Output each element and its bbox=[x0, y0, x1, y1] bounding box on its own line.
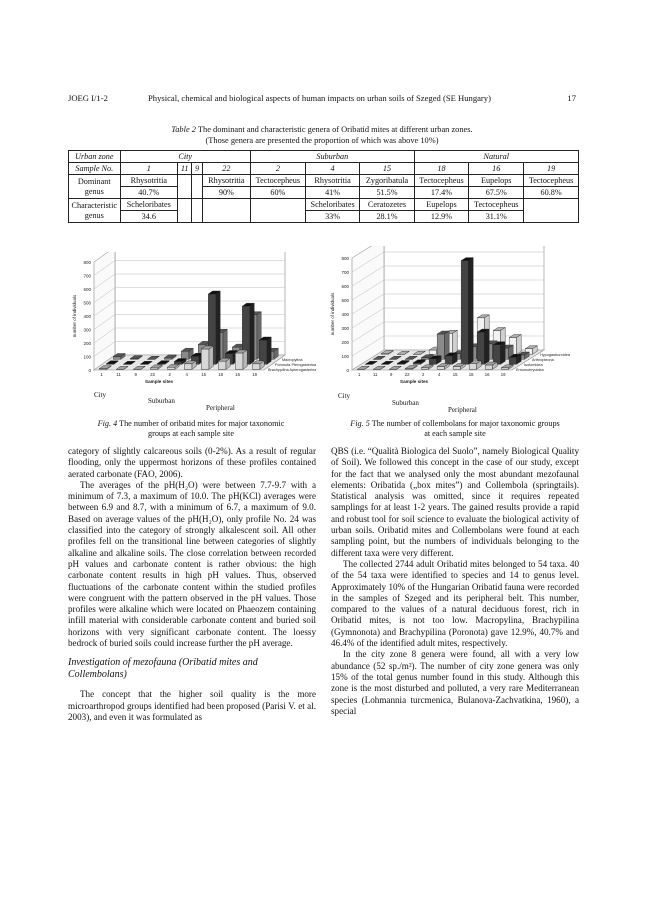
table-cell: Tectocepheus bbox=[414, 175, 469, 187]
zone-city: City bbox=[120, 151, 250, 163]
x-tick-label: 19 bbox=[500, 372, 506, 377]
y-tick-label: 200 bbox=[341, 340, 349, 345]
bar-front bbox=[509, 357, 516, 364]
table-cell: Scheloribates bbox=[305, 199, 360, 211]
y-tick-label: 600 bbox=[341, 284, 349, 289]
bar-front bbox=[429, 350, 436, 354]
y-tick-label: 0 bbox=[346, 368, 349, 373]
dominant-label: Dominant genus bbox=[69, 175, 121, 199]
x-tick-label: 1 bbox=[358, 372, 361, 377]
table-cell: 60.8% bbox=[524, 187, 579, 199]
zone-label: Peripheral bbox=[206, 404, 235, 412]
sample-no: 16 bbox=[469, 163, 524, 175]
y-tick-label: 800 bbox=[341, 256, 349, 261]
bar-front bbox=[235, 353, 243, 369]
y-tick-label: 400 bbox=[83, 314, 91, 319]
x-tick-label: 2 bbox=[422, 372, 425, 377]
bar-side bbox=[243, 350, 247, 369]
table-cell: Ceratozetes bbox=[360, 199, 414, 211]
sample-label: Sample No. bbox=[69, 163, 121, 175]
table-caption bbox=[68, 124, 576, 146]
sample-no: 1 bbox=[120, 163, 178, 175]
zone-suburban: Suburban bbox=[250, 151, 414, 163]
bar-side bbox=[452, 330, 457, 354]
table-cell: Rhysotritia bbox=[202, 175, 250, 187]
bar-front bbox=[164, 358, 172, 359]
x-axis-label: Sample sites bbox=[400, 379, 429, 384]
bar-side bbox=[516, 335, 521, 355]
table-cell: 33% bbox=[305, 211, 360, 223]
zone-label: Urban zone bbox=[69, 151, 121, 163]
table-cell: Scheloribates bbox=[120, 199, 178, 211]
legend-entry: Hypogastruroidea bbox=[540, 353, 570, 357]
y-tick-label: 300 bbox=[341, 326, 349, 331]
sample-no: 9 bbox=[192, 163, 202, 175]
page-number: 17 bbox=[567, 93, 576, 103]
legend-entry: Arthropleona bbox=[532, 358, 554, 362]
bar-front bbox=[421, 368, 428, 370]
y-tick-label: 500 bbox=[341, 298, 349, 303]
table-cell: Eupelops bbox=[469, 175, 524, 187]
bar-front bbox=[501, 368, 508, 370]
characteristic-label: Characteristic genus bbox=[69, 199, 121, 223]
x-tick-label: 4 bbox=[185, 372, 188, 377]
side-wall bbox=[352, 246, 384, 370]
bar-front bbox=[429, 359, 436, 365]
bar-front bbox=[252, 364, 260, 370]
table-cell: Eupelops bbox=[414, 199, 469, 211]
sample-no: 4 bbox=[305, 163, 360, 175]
table-row bbox=[69, 151, 579, 163]
bar-front bbox=[184, 364, 192, 370]
bar-front bbox=[469, 364, 476, 370]
table-cell: Tectocepheus bbox=[250, 175, 305, 187]
side-wall bbox=[94, 252, 115, 370]
table-cell: 28.1% bbox=[360, 211, 414, 223]
bar-front bbox=[477, 332, 484, 364]
bar-front bbox=[493, 345, 500, 365]
x-tick-label: 9 bbox=[134, 372, 137, 377]
table-row bbox=[69, 211, 579, 223]
table-cell: 60% bbox=[250, 187, 305, 199]
x-tick-label: 9 bbox=[390, 372, 393, 377]
bar-front bbox=[453, 367, 460, 370]
y-tick-label: 600 bbox=[83, 287, 91, 292]
legend-entry: Isotomidea bbox=[524, 363, 543, 367]
x-tick-label: 19 bbox=[252, 372, 258, 377]
table-row bbox=[69, 187, 579, 199]
y-axis-label: number of individuals bbox=[72, 294, 77, 338]
paragraph: QBS (i.e. “Qualità Biologica del Suolo”, namely Biological Quality of Soil). We followed this concept in the case of our study, except for the fact that we analysed only the most abundant mezofaunal elements: Oribatida („box mites”) and Collembola (springtails). Statistical analysis was omitted, since it requires repeated samplings for at least 1-2 years. The gained results provide a rapid and robust tool for soil science to evaluate the biological activity of urban soils. Oribatid mites and Collembolans were found at each sampling point, but the numbers of individuals belonging to the different taxa were very different. bbox=[331, 446, 579, 558]
article-title: Physical, chemical and biological aspects of human impacts on urban soils of Szeged (SE Hungary) bbox=[148, 93, 491, 103]
y-tick-label: 500 bbox=[83, 300, 91, 306]
sample-no: 22 bbox=[202, 163, 250, 175]
table-row bbox=[69, 163, 579, 175]
y-tick-label: 100 bbox=[83, 354, 91, 360]
x-tick-label: 16 bbox=[484, 372, 490, 377]
fig4-chart bbox=[66, 252, 316, 412]
x-tick-label: 16 bbox=[235, 372, 241, 377]
y-tick-label: 700 bbox=[341, 270, 349, 275]
bar-side bbox=[484, 329, 489, 364]
fig4-caption bbox=[66, 419, 316, 439]
x-tick-label: 11 bbox=[116, 372, 121, 377]
bar-front bbox=[421, 358, 428, 360]
paragraph: In the city zone 8 genera were found, all with a very low abundance (52 sp./m²). The number of city zone genera was only 15% of the total genus number found in this study. Although this zone is the most disturbed and polluted, a very rare Mediterranean species (Lohmannia turcmenica, Bulanova-Zachvatkina, 1960), a special bbox=[331, 649, 579, 716]
journal-label: JOEG I/1-2 bbox=[68, 93, 108, 103]
zone-label: Peripheral bbox=[448, 406, 477, 414]
x-tick-label: 18 bbox=[218, 372, 224, 377]
fig5-caption-text-2: at each sample site bbox=[424, 429, 486, 438]
x-tick-label: 2 bbox=[168, 372, 171, 377]
table-cell: 41% bbox=[305, 187, 360, 199]
paragraph: The collected 2744 adult Oribatid mites belonged to 54 taxa. 40 of the 54 taxa were identified to species and 14 to genus level. Approximately 10% of the Hungarian Oribatid fauna were recorded in the samples of Szeged and its peripheral belt. This number, compared to the values of a natural deciduous forest, rich in Oribatid mites, is not too low. Macropylina, Brachypilina (Gymnonota) and Brachypilina (Poronota) gave 12.9%, 40.7% and 46.4% of the identified adult mites, respectively. bbox=[331, 558, 579, 649]
zone-label: Suburban bbox=[392, 399, 419, 407]
y-tick-label: 200 bbox=[83, 341, 91, 346]
table-cell: 12.9% bbox=[414, 211, 469, 223]
table-cell bbox=[250, 199, 305, 223]
bar-front bbox=[413, 363, 420, 365]
sample-no: 11 bbox=[178, 163, 192, 175]
table-cell: 51.5% bbox=[360, 187, 414, 199]
zone-label: Suburban bbox=[148, 397, 175, 405]
fig5-caption bbox=[328, 419, 582, 439]
legend-entry: Entomobryoidea bbox=[516, 368, 544, 372]
bar-front bbox=[461, 261, 468, 365]
paragraph: The concept that the higher soil quality is the more microarthropod groups identified had been proposed (Parisi V. et al. 2003), and even it was formulated as bbox=[68, 689, 316, 722]
y-tick-label: 300 bbox=[83, 327, 91, 333]
bar-side bbox=[500, 342, 505, 365]
x-tick-label: 11 bbox=[372, 372, 378, 377]
table-label: Table 2 bbox=[171, 125, 196, 134]
table-caption-note: (Those genera are presented the proportion of which was above 10%) bbox=[205, 136, 439, 145]
bar-side bbox=[209, 346, 213, 369]
table-cell: Rhysotritia bbox=[120, 175, 178, 187]
table-cell: Zygoribatula bbox=[360, 175, 414, 187]
table-cell: Tectocepheus bbox=[524, 175, 579, 187]
table-cell: 67.5% bbox=[469, 187, 524, 199]
bar-front bbox=[181, 351, 189, 359]
zone-natural: Natural bbox=[414, 151, 578, 163]
bar-side bbox=[250, 303, 254, 364]
legend-entry: Poronota Pterogasterina bbox=[275, 363, 316, 367]
sample-no: 18 bbox=[414, 163, 469, 175]
x-tick-label: 4 bbox=[438, 372, 441, 377]
y-tick-label: 400 bbox=[341, 312, 349, 317]
table-cell: 31.1% bbox=[469, 211, 524, 223]
bar-front bbox=[445, 356, 452, 365]
fig4-label: Fig. 4 bbox=[97, 419, 118, 428]
sample-no: 19 bbox=[524, 163, 579, 175]
sample-no: 2 bbox=[250, 163, 305, 175]
x-tick-label: 15 bbox=[452, 372, 458, 377]
paragraph: The averages of the pH(H₂O) were between 7.7-9.7 with a minimum of 7.3, a maximum of 10.0. The pH(KCl) averages were between 6.9 and 8.7, with a minimum of 6.7, a maximum of 9.0. Based on average values of the pH(H₂O), only profile No. 24 was classified into the category of strongly alkalescent soil. All other profiles fell on the transitional line between categories of slightly alkaline and alkaline soils. The close correlation between recorded pH values and carbonate content is rather obvious: the high carbonate content results in high pH values. Thus, observed fluctuations of the carbonate content within the studied profiles were congruent with the pattern observed in the pH values. Those profiles were alkaline which were located on Phaeozem containing infill material with considerable carbonate content and buried soil horizons with very significant carbonate content. The loessy bedrock of buried soils could increase further the pH average. bbox=[68, 479, 316, 649]
table-row bbox=[69, 199, 579, 211]
fig4-caption-text-2: groups at each sample site bbox=[148, 429, 234, 438]
x-tick-label: 1 bbox=[100, 372, 103, 377]
paragraph: category of slightly calcareous soils (0-2%). As a result of regular flooding, only the uppermost horizons of these profiles contained aerated carbonate (FAO, 2006). bbox=[68, 446, 316, 479]
zone-label: City bbox=[94, 391, 107, 399]
table-cell: Tectocepheus bbox=[469, 199, 524, 211]
y-tick-label: 100 bbox=[341, 354, 349, 359]
genera-table bbox=[68, 150, 579, 223]
table-cell bbox=[178, 175, 192, 199]
x-tick-label: 22 bbox=[404, 372, 410, 377]
bar-side bbox=[267, 337, 271, 364]
bar-front bbox=[113, 357, 121, 360]
x-axis-label: Sample sites bbox=[145, 379, 174, 384]
table-cell: 90% bbox=[202, 187, 250, 199]
table-cell bbox=[192, 199, 202, 223]
left-column bbox=[68, 446, 316, 723]
table-cell bbox=[202, 199, 250, 223]
figure-4 bbox=[66, 252, 316, 412]
table-cell bbox=[178, 199, 192, 223]
bar-front bbox=[437, 367, 444, 370]
bar-front bbox=[150, 368, 158, 369]
table-cell: 40.7% bbox=[120, 187, 178, 199]
fig5-label: Fig. 5 bbox=[350, 419, 370, 428]
y-tick-label: 800 bbox=[83, 260, 91, 265]
y-tick-label: 0 bbox=[88, 368, 91, 373]
right-column bbox=[331, 446, 579, 717]
bar-front bbox=[174, 362, 182, 365]
zone-label: City bbox=[338, 392, 351, 400]
bar-front bbox=[218, 361, 226, 369]
table-cell bbox=[524, 199, 579, 223]
fig4-caption-text: The number of oribatid mites for major taxonomic bbox=[117, 419, 285, 428]
bar-side bbox=[468, 258, 473, 365]
x-tick-label: 18 bbox=[468, 372, 474, 377]
sample-no: 15 bbox=[360, 163, 414, 175]
table-cell: 34.6 bbox=[120, 211, 178, 223]
legend-entry: Brachypilina Apterogasterina bbox=[268, 368, 316, 372]
figure-5 bbox=[330, 246, 580, 414]
table-cell: Rhysotritia bbox=[305, 175, 360, 187]
bar-front bbox=[201, 349, 209, 369]
bar-side bbox=[216, 291, 220, 364]
legend-entry: Macropylina bbox=[282, 358, 303, 362]
x-tick-label: 22 bbox=[150, 372, 156, 377]
fig5-caption-text: The number of collembolans for major taxonomic groups bbox=[369, 419, 560, 428]
bar-front bbox=[167, 367, 175, 369]
x-tick-label: 15 bbox=[201, 372, 207, 377]
bar-front bbox=[485, 365, 492, 369]
y-tick-label: 700 bbox=[83, 273, 91, 279]
table-row bbox=[69, 175, 579, 187]
table-cell bbox=[192, 175, 202, 199]
y-axis-label: number of individuals bbox=[330, 292, 335, 336]
section-heading: Investigation of mezofauna (Oribatid mites and Collembolans) bbox=[68, 657, 258, 681]
table-cell: 17.4% bbox=[414, 187, 469, 199]
fig5-chart bbox=[330, 246, 580, 414]
table-caption-text: The dominant and characteristic genera of Oribatid mites at different urban zones. bbox=[195, 125, 473, 134]
